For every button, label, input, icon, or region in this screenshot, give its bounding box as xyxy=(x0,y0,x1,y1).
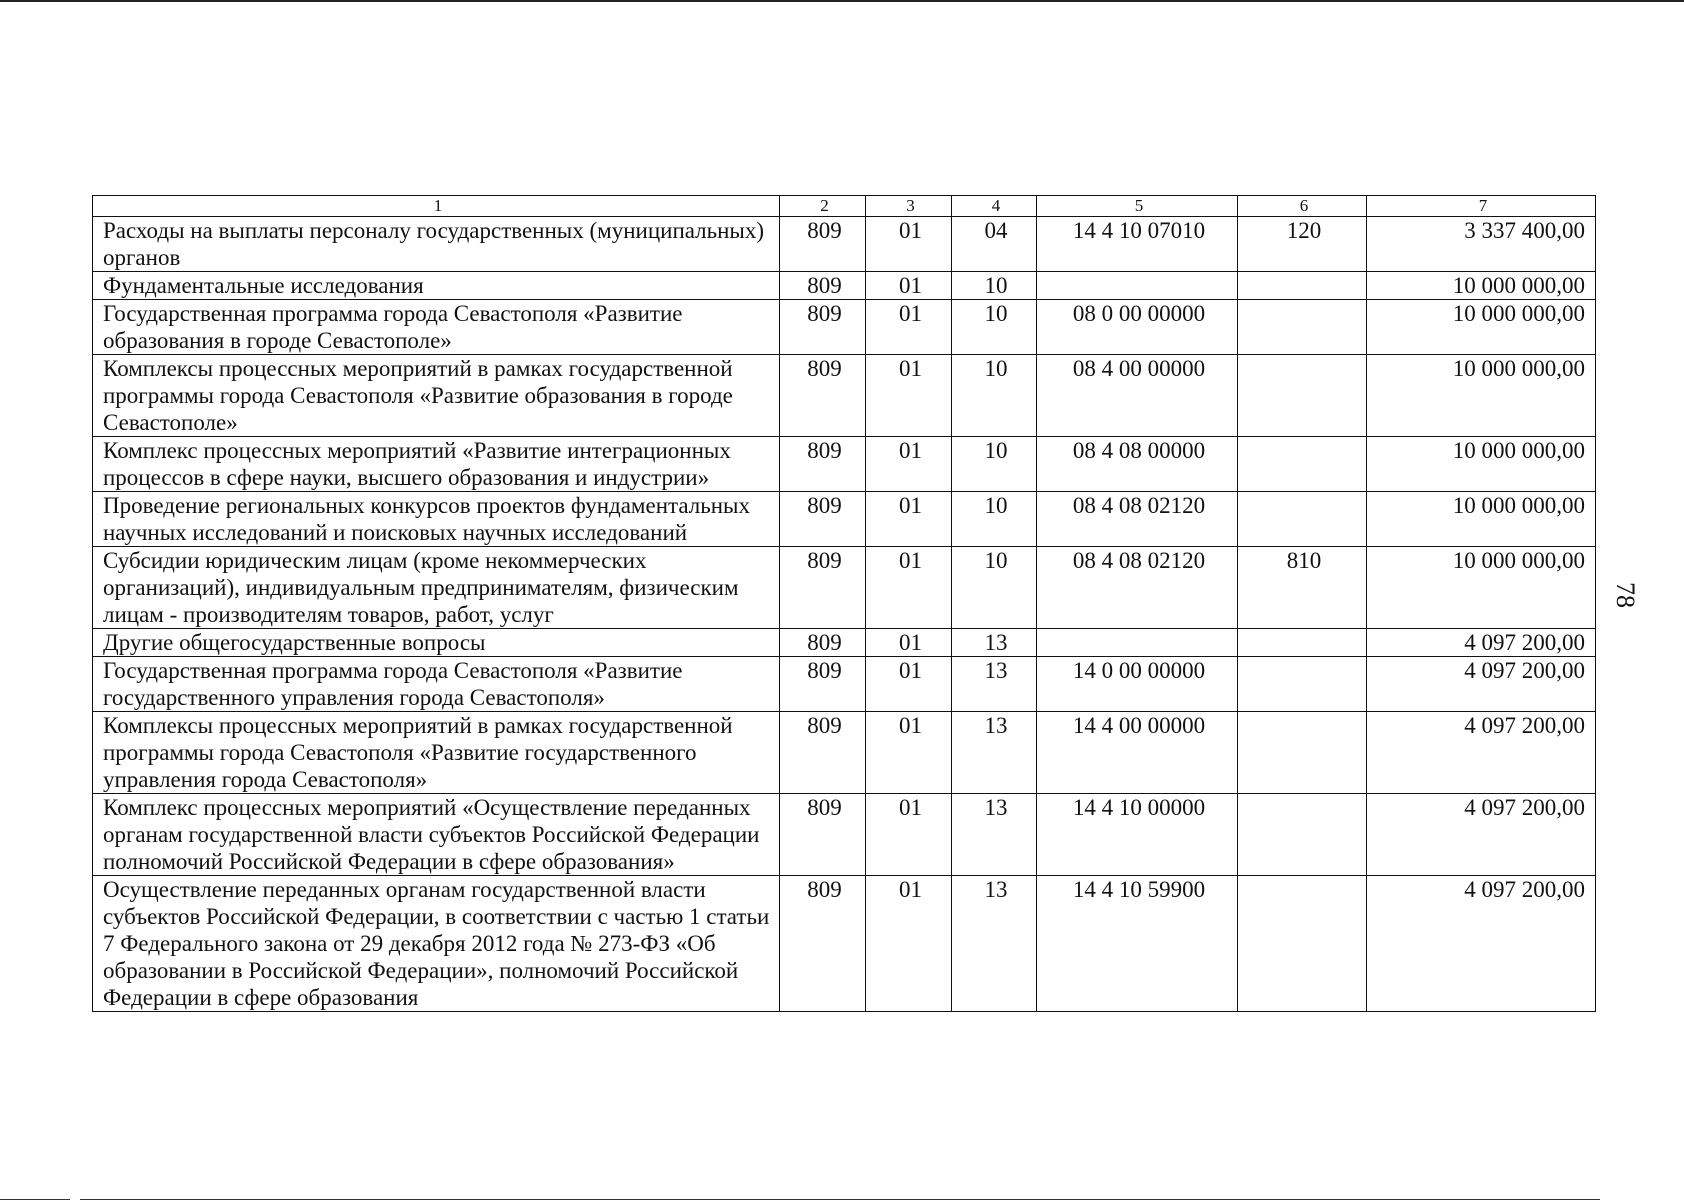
code-cell: 809 xyxy=(780,217,866,272)
code-cell: 10 xyxy=(952,437,1037,492)
target-code-cell: 08 4 08 02120 xyxy=(1037,547,1238,629)
expense-type-cell xyxy=(1238,272,1367,300)
code-cell: 13 xyxy=(952,657,1037,712)
code-cell: 01 xyxy=(866,437,952,492)
table-row xyxy=(93,629,1596,657)
code-cell: 01 xyxy=(866,217,952,272)
code-cell: 809 xyxy=(780,794,866,876)
row-name-cell: Осуществление переданных органам государственной власти субъектов Российской Федерации, в соответствии с частью 1 статьи 7 Федерального закона от 29 декабря 2012 года № 273-ФЗ «Об образовании в Российской Федерации», полномочий Российской Федерации в сфере образования xyxy=(93,876,780,1012)
code-cell: 01 xyxy=(866,657,952,712)
code-cell: 809 xyxy=(780,355,866,437)
table-row xyxy=(93,876,1596,1012)
target-code-cell: 14 4 10 07010 xyxy=(1037,217,1238,272)
code-cell: 01 xyxy=(866,492,952,547)
table-row xyxy=(93,300,1596,355)
expense-type-cell xyxy=(1238,300,1367,355)
target-code-cell xyxy=(1037,629,1238,657)
amount-cell: 4 097 200,00 xyxy=(1367,794,1596,876)
amount-cell: 10 000 000,00 xyxy=(1367,300,1596,355)
code-cell: 809 xyxy=(780,272,866,300)
code-cell: 01 xyxy=(866,876,952,1012)
row-name-cell: Фундаментальные исследования xyxy=(93,272,780,300)
code-cell: 809 xyxy=(780,547,866,629)
expense-type-cell xyxy=(1238,629,1367,657)
code-cell: 01 xyxy=(866,272,952,300)
target-code-cell: 08 4 08 00000 xyxy=(1037,437,1238,492)
expense-type-cell: 120 xyxy=(1238,217,1367,272)
code-cell: 13 xyxy=(952,794,1037,876)
code-cell: 01 xyxy=(866,300,952,355)
table-row xyxy=(93,657,1596,712)
code-cell: 04 xyxy=(952,217,1037,272)
code-cell: 809 xyxy=(780,437,866,492)
expense-type-cell xyxy=(1238,492,1367,547)
target-code-cell: 08 4 00 00000 xyxy=(1037,355,1238,437)
code-cell: 809 xyxy=(780,657,866,712)
budget-table xyxy=(92,195,1596,1012)
column-header-4: 4 xyxy=(952,196,1037,217)
table-row xyxy=(93,355,1596,437)
code-cell: 01 xyxy=(866,794,952,876)
table-row xyxy=(93,547,1596,629)
amount-cell: 4 097 200,00 xyxy=(1367,657,1596,712)
row-name-cell: Комплексы процессных мероприятий в рамках государственной программы города Севастополя «Развитие образования в городе Севастополе» xyxy=(93,355,780,437)
row-name-cell: Расходы на выплаты персоналу государственных (муниципальных) органов xyxy=(93,217,780,272)
target-code-cell: 14 0 00 00000 xyxy=(1037,657,1238,712)
code-cell: 809 xyxy=(780,712,866,794)
expense-type-cell: 810 xyxy=(1238,547,1367,629)
page-number: 78 xyxy=(1611,582,1640,608)
row-name-cell: Государственная программа города Севастополя «Развитие образования в городе Севастополе» xyxy=(93,300,780,355)
row-name-cell: Комплекс процессных мероприятий «Осуществление переданных органам государственной власти субъектов Российской Федерации полномочий Российской Федерации в сфере образования» xyxy=(93,794,780,876)
expense-type-cell xyxy=(1238,712,1367,794)
expense-type-cell xyxy=(1238,794,1367,876)
amount-cell: 10 000 000,00 xyxy=(1367,547,1596,629)
column-header-6: 6 xyxy=(1238,196,1367,217)
amount-cell: 10 000 000,00 xyxy=(1367,272,1596,300)
row-name-cell: Комплекс процессных мероприятий «Развитие интеграционных процессов в сфере науки, высшего образования и индустрии» xyxy=(93,437,780,492)
amount-cell: 4 097 200,00 xyxy=(1367,876,1596,1012)
column-header-3: 3 xyxy=(866,196,952,217)
column-header-2: 2 xyxy=(780,196,866,217)
target-code-cell: 14 4 10 59900 xyxy=(1037,876,1238,1012)
amount-cell: 10 000 000,00 xyxy=(1367,355,1596,437)
table-row xyxy=(93,492,1596,547)
code-cell: 809 xyxy=(780,629,866,657)
target-code-cell: 14 4 10 00000 xyxy=(1037,794,1238,876)
code-cell: 809 xyxy=(780,300,866,355)
code-cell: 10 xyxy=(952,355,1037,437)
row-name-cell: Проведение региональных конкурсов проектов фундаментальных научных исследований и поисковых научных исследований xyxy=(93,492,780,547)
column-header-1: 1 xyxy=(93,196,780,217)
code-cell: 10 xyxy=(952,547,1037,629)
expense-type-cell xyxy=(1238,876,1367,1012)
code-cell: 10 xyxy=(952,492,1037,547)
code-cell: 13 xyxy=(952,629,1037,657)
expense-type-cell xyxy=(1238,657,1367,712)
table-row xyxy=(93,712,1596,794)
amount-cell: 4 097 200,00 xyxy=(1367,712,1596,794)
top-border-rule xyxy=(0,0,1684,2)
column-header-5: 5 xyxy=(1037,196,1238,217)
code-cell: 809 xyxy=(780,492,866,547)
amount-cell: 10 000 000,00 xyxy=(1367,492,1596,547)
amount-cell: 3 337 400,00 xyxy=(1367,217,1596,272)
code-cell: 01 xyxy=(866,712,952,794)
code-cell: 10 xyxy=(952,272,1037,300)
code-cell: 10 xyxy=(952,300,1037,355)
target-code-cell: 08 0 00 00000 xyxy=(1037,300,1238,355)
expense-type-cell xyxy=(1238,355,1367,437)
code-cell: 01 xyxy=(866,629,952,657)
row-name-cell: Комплексы процессных мероприятий в рамках государственной программы города Севастополя «Развитие государственного управления города Севастополя» xyxy=(93,712,780,794)
table-row xyxy=(93,272,1596,300)
row-name-cell: Другие общегосударственные вопросы xyxy=(93,629,780,657)
code-cell: 01 xyxy=(866,547,952,629)
code-cell: 809 xyxy=(780,876,866,1012)
amount-cell: 10 000 000,00 xyxy=(1367,437,1596,492)
row-name-cell: Субсидии юридическим лицам (кроме некоммерческих организаций), индивидуальным предпринимателям, физическим лицам - производителям товаров, работ, услуг xyxy=(93,547,780,629)
column-number-header-row xyxy=(93,196,1596,217)
target-code-cell: 14 4 00 00000 xyxy=(1037,712,1238,794)
table-row xyxy=(93,437,1596,492)
table-row xyxy=(93,794,1596,876)
target-code-cell xyxy=(1037,272,1238,300)
code-cell: 13 xyxy=(952,712,1037,794)
table-row xyxy=(93,217,1596,272)
code-cell: 01 xyxy=(866,355,952,437)
column-header-7: 7 xyxy=(1367,196,1596,217)
amount-cell: 4 097 200,00 xyxy=(1367,629,1596,657)
expense-type-cell xyxy=(1238,437,1367,492)
target-code-cell: 08 4 08 02120 xyxy=(1037,492,1238,547)
row-name-cell: Государственная программа города Севастополя «Развитие государственного управления города Севастополя» xyxy=(93,657,780,712)
code-cell: 13 xyxy=(952,876,1037,1012)
